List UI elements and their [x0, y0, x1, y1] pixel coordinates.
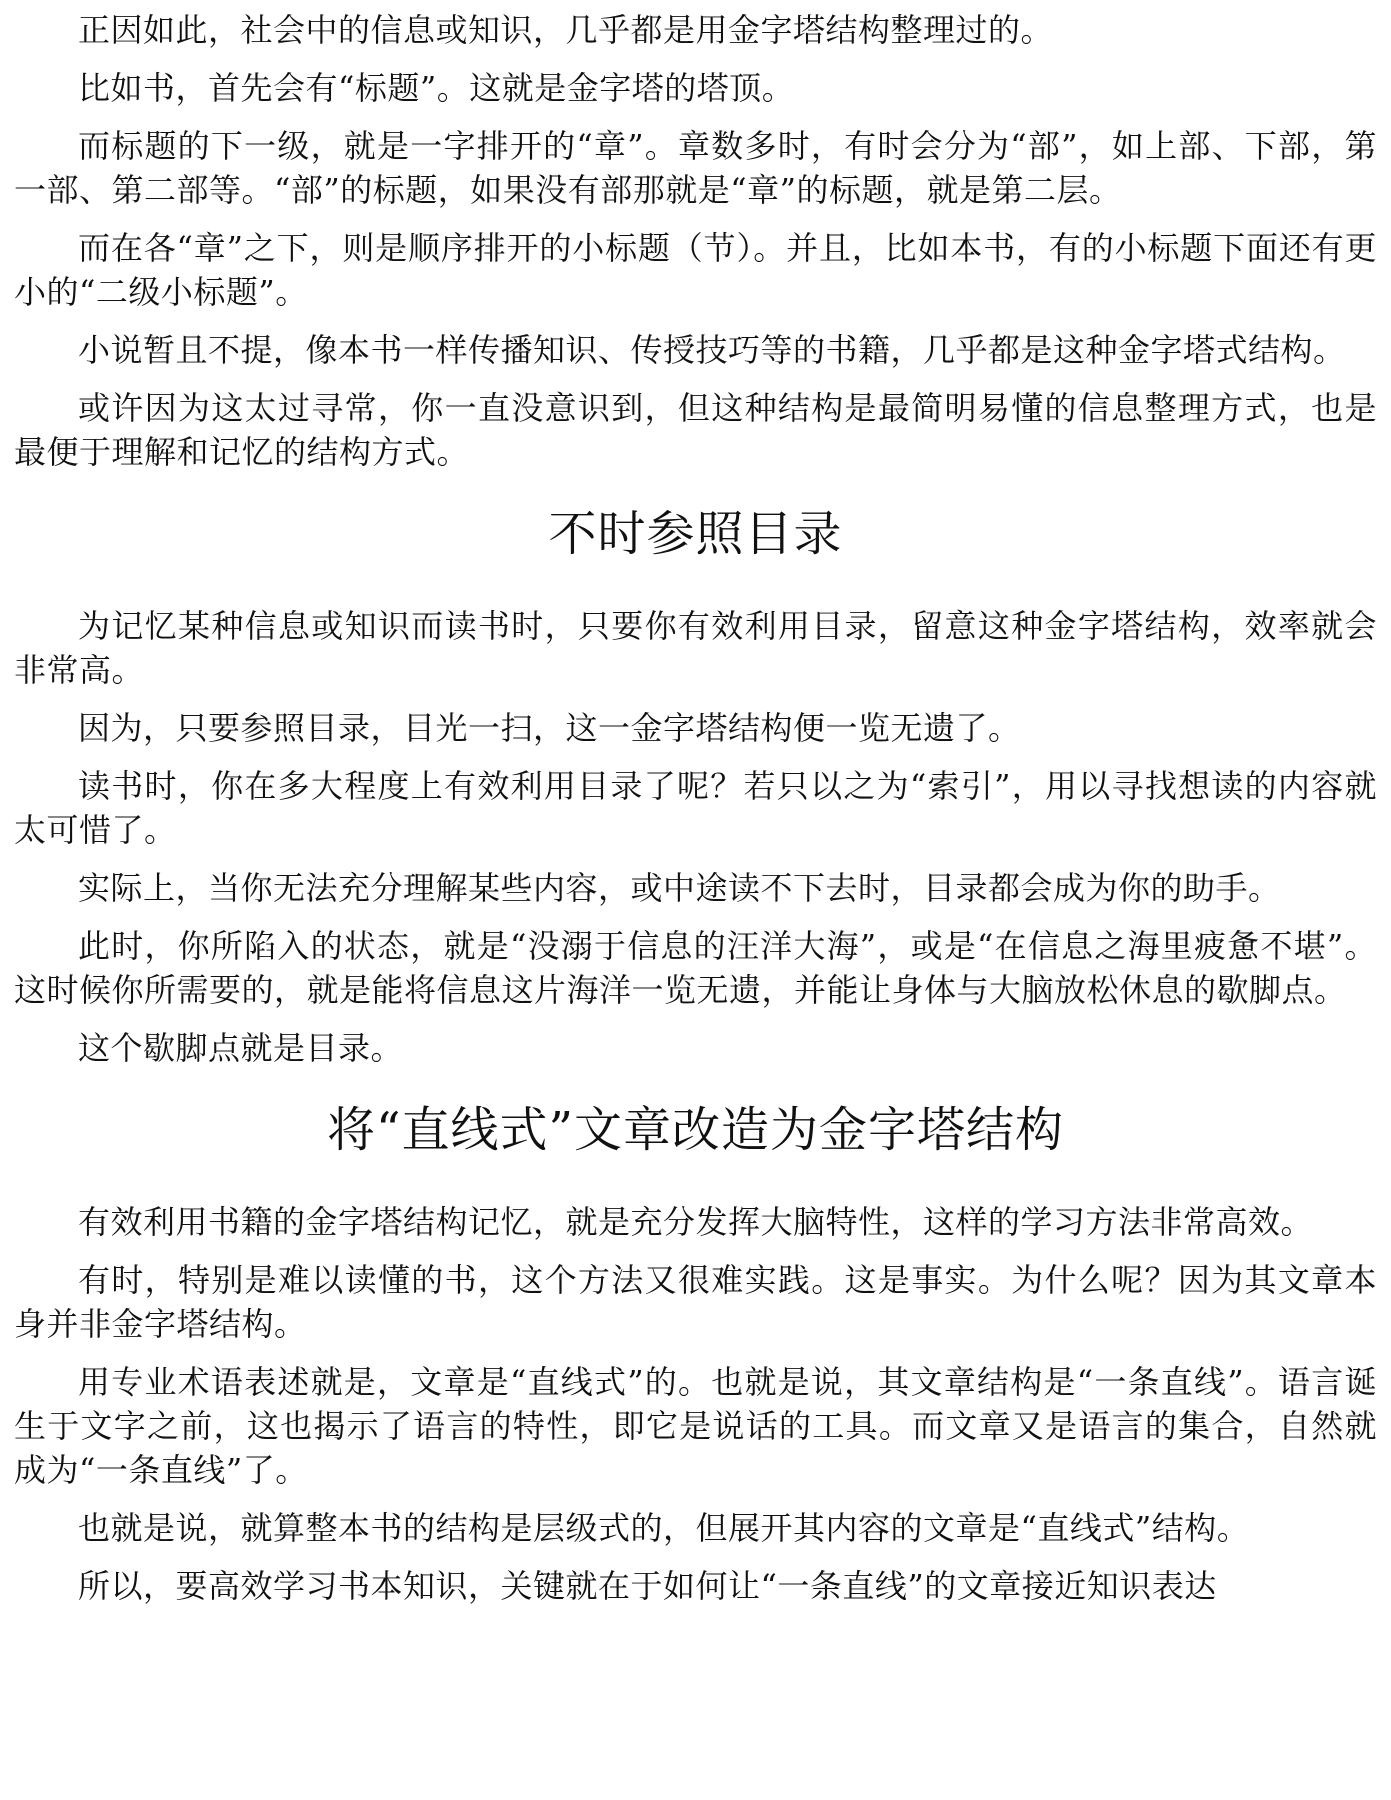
section-linear: [14, 1100, 1377, 1608]
paragraph: 读书时，你在多大程度上有效利用目录了呢？若只以之为“索引”，用以寻找想读的内容就太可惜了。: [14, 767, 1377, 849]
paragraph: 因为，只要参照目录，目光一扫，这一金字塔结构便一览无遗了。: [78, 709, 1021, 747]
paragraph: 有效利用书籍的金字塔结构记忆，就是充分发挥大脑特性，这样的学习方法非常高效。: [78, 1203, 1314, 1241]
paragraph: 或许因为这太过寻常，你一直没意识到，但这种结构是最简明易懂的信息整理方式，也是最便于理解和记忆的结构方式。: [14, 389, 1377, 471]
paragraph: 而在各“章”之下，则是顺序排开的小标题（节）。并且，比如本书，有的小标题下面还有更小的“二级小标题”。: [14, 229, 1377, 311]
paragraph: 而标题的下一级，就是一字排开的“章”。章数多时，有时会分为“部”，如上部、下部，第一部、第二部等。“部”的标题，如果没有部那就是“章”的标题，就是第二层。: [14, 127, 1377, 209]
section-heading: 不时参照目录: [548, 506, 843, 562]
section-toc: [14, 504, 1377, 1070]
paragraph: 小说暂且不提，像本书一样传播知识、传授技巧等的书籍，几乎都是这种金字塔式结构。: [78, 331, 1346, 369]
section-intro: [14, 8, 1377, 474]
paragraph: 实际上，当你无法充分理解某些内容，或中途读不下去时，目录都会成为你的助手。: [78, 869, 1281, 907]
paragraph: 为记忆某种信息或知识而读书时，只要你有效利用目录，留意这种金字塔结构，效率就会非常高。: [14, 607, 1377, 689]
section-heading: 将“直线式”文章改造为金字塔结构: [326, 1102, 1065, 1158]
paragraph: 比如书，首先会有“标题”。这就是金字塔的塔顶。: [78, 69, 795, 107]
paragraph: 正因如此，社会中的信息或知识，几乎都是用金字塔结构整理过的。: [78, 11, 1054, 49]
paragraph: 用专业术语表述就是，文章是“直线式”的。也就是说，其文章结构是“一条直线”。语言诞生于文字之前，这也揭示了语言的特性，即它是说话的工具。而文章又是语言的集合，自然就成为“一条直线”了。: [14, 1363, 1377, 1489]
paragraph: 这个歇脚点就是目录。: [78, 1029, 404, 1067]
paragraph: 此时，你所陷入的状态，就是“没溺于信息的汪洋大海”，或是“在信息之海里疲惫不堪”。这时候你所需要的，就是能将信息这片海洋一览无遗，并能让身体与大脑放松休息的歇脚点。: [14, 927, 1377, 1009]
paragraph: 有时，特别是难以读懂的书，这个方法又很难实践。这是事实。为什么呢？因为其文章本身并非金字塔结构。: [14, 1261, 1377, 1343]
paragraph: 也就是说，就算整本书的结构是层级式的，但展开其内容的文章是“直线式”结构。: [78, 1509, 1250, 1547]
paragraph: 所以，要高效学习书本知识，关键就在于如何让“一条直线”的文章接近知识表达: [78, 1567, 1217, 1605]
